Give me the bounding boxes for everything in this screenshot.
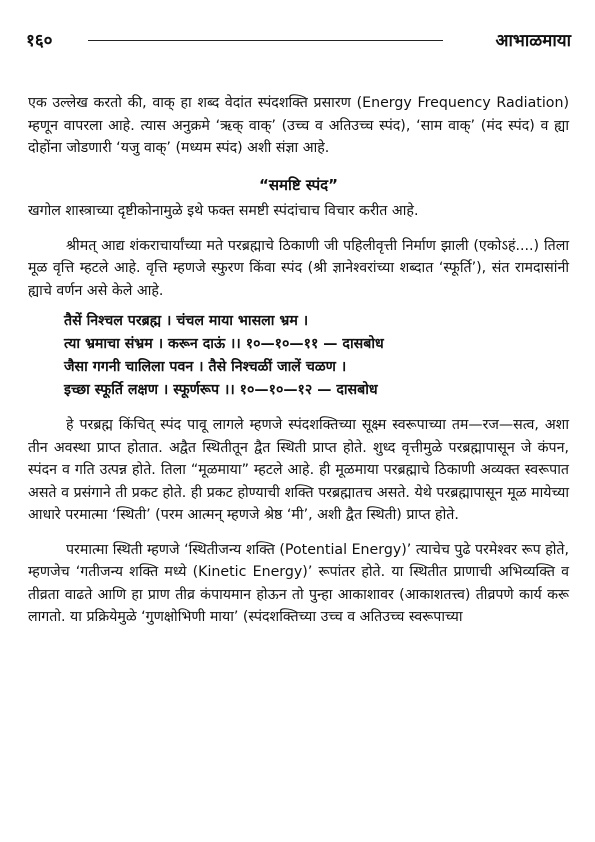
paragraph-vak: एक उल्लेख करतो की, वाक् हा शब्द वेदांत स्पंदशक्ति प्रसारण (Energy Frequency Radiation) म्हणून वापरला आहे. त्यास अनुक्रमे ‘ऋक् वाक्’ (उच्च व अतिउच्च स्पंद), ‘साम वाक्’ (मंद स्पंद) व ह्या दोहोंना जोडणारी ‘यजु वाक्’ (मध्यम स्पंद) अशी संज्ञा आहे. [28, 95, 569, 156]
dasbodh-verse [28, 310, 569, 402]
verse-line: त्या भ्रमाचा संभ्रम । करून दाऊं ।। १०—१०—११ — दासबोध [64, 336, 384, 352]
page-header [26, 26, 571, 52]
running-title: आभाळमाया [495, 31, 571, 51]
header-rule [88, 40, 443, 41]
paragraph-khagol: खगोल शास्त्राच्या दृष्टीकोनामुळे इथे फक्त समष्टी स्पंदांचाच विचार करीत आहे. [28, 203, 419, 219]
paragraph-paramatma: परमात्मा स्थिती म्हणजे ‘स्थितीजन्य शक्ति (Potential Energy)’ त्याचेच पुढे परमेश्वर रूप होते, म्हणजेच ‘गतीजन्य शक्ति मध्ये (Kinetic Energy)’ रूपांतर होते. या स्थितीत प्राणाची अभिव्यक्ति व तीव्रता वाढते आणि हा प्राण तीव्र कंपायमान होऊन तो पुन्हा आकाशावर (आकाशतत्त्व) तीव्रपणे कार्य करू लागतो. या प्रक्रियेमुळे ‘गुणक्षोभिणी माया’ (स्पंदशक्तिच्या उच्च व अतिउच्च स्वरूपाच्या [28, 541, 569, 625]
paragraph-parabrahma: हे परब्रह्म किंचित् स्पंद पावू लागले म्हणजे स्पंदशक्तिच्या सूक्ष्म स्वरूपाच्या तम—रज—सत्व, अशा तीन अवस्था प्राप्त होतात. अद्वैत स्थितीतून द्वैत स्थिती प्राप्त होते. शुध्द वृत्तीमुळे परब्रह्मापासून जे कंपन, स्पंदन व गति उत्पन्न होते. तिला “मूळमाया” म्हटले आहे. ही मूळमाया परब्रह्माचे ठिकाणी अव्यक्त स्वरूपात असते व प्रसंगाने ती प्रकट होते. ही प्रकट होण्याची शक्ति परब्रह्मातच असते. येथे परब्रह्मापासून मूळ मायेच्या आधारे परमात्मा ‘स्थिती’ (परम आत्मन् म्हणजे श्रेष्ठ ‘मी’, अशी द्वैत स्थिती) प्राप्त होते. [28, 417, 569, 523]
verse-line: इच्छा स्फूर्ति लक्षण । स्फूर्णरूप ।। १०—१०—१२ — दासबोध [64, 382, 378, 398]
paragraph-shankaracharya: श्रीमत् आद्य शंकराचार्यांच्या मते परब्रह्माचे ठिकाणी जी पहिलीवृत्ती निर्माण झाली (एकोऽहं....) तिला मूळ वृत्ति म्हटले आहे. वृत्ति म्हणजे स्फुरण किंवा स्पंद (श्री ज्ञानेश्वरांच्या शब्दात ‘स्फूर्ति’), संत रामदासांनी ह्याचे वर्णन असे केले आहे. [28, 237, 569, 299]
page-body [28, 92, 569, 629]
section-heading: “समष्टि स्पंद” [258, 175, 338, 194]
page-number: १६० [26, 31, 53, 51]
verse-line: तैसें निश्चल परब्रह्म । चंचल माया भासला भ्रम । [64, 313, 309, 329]
verse-line: जैसा गगनी चालिला पवन । तैसे निश्चळीं जालें चळण । [64, 359, 347, 375]
